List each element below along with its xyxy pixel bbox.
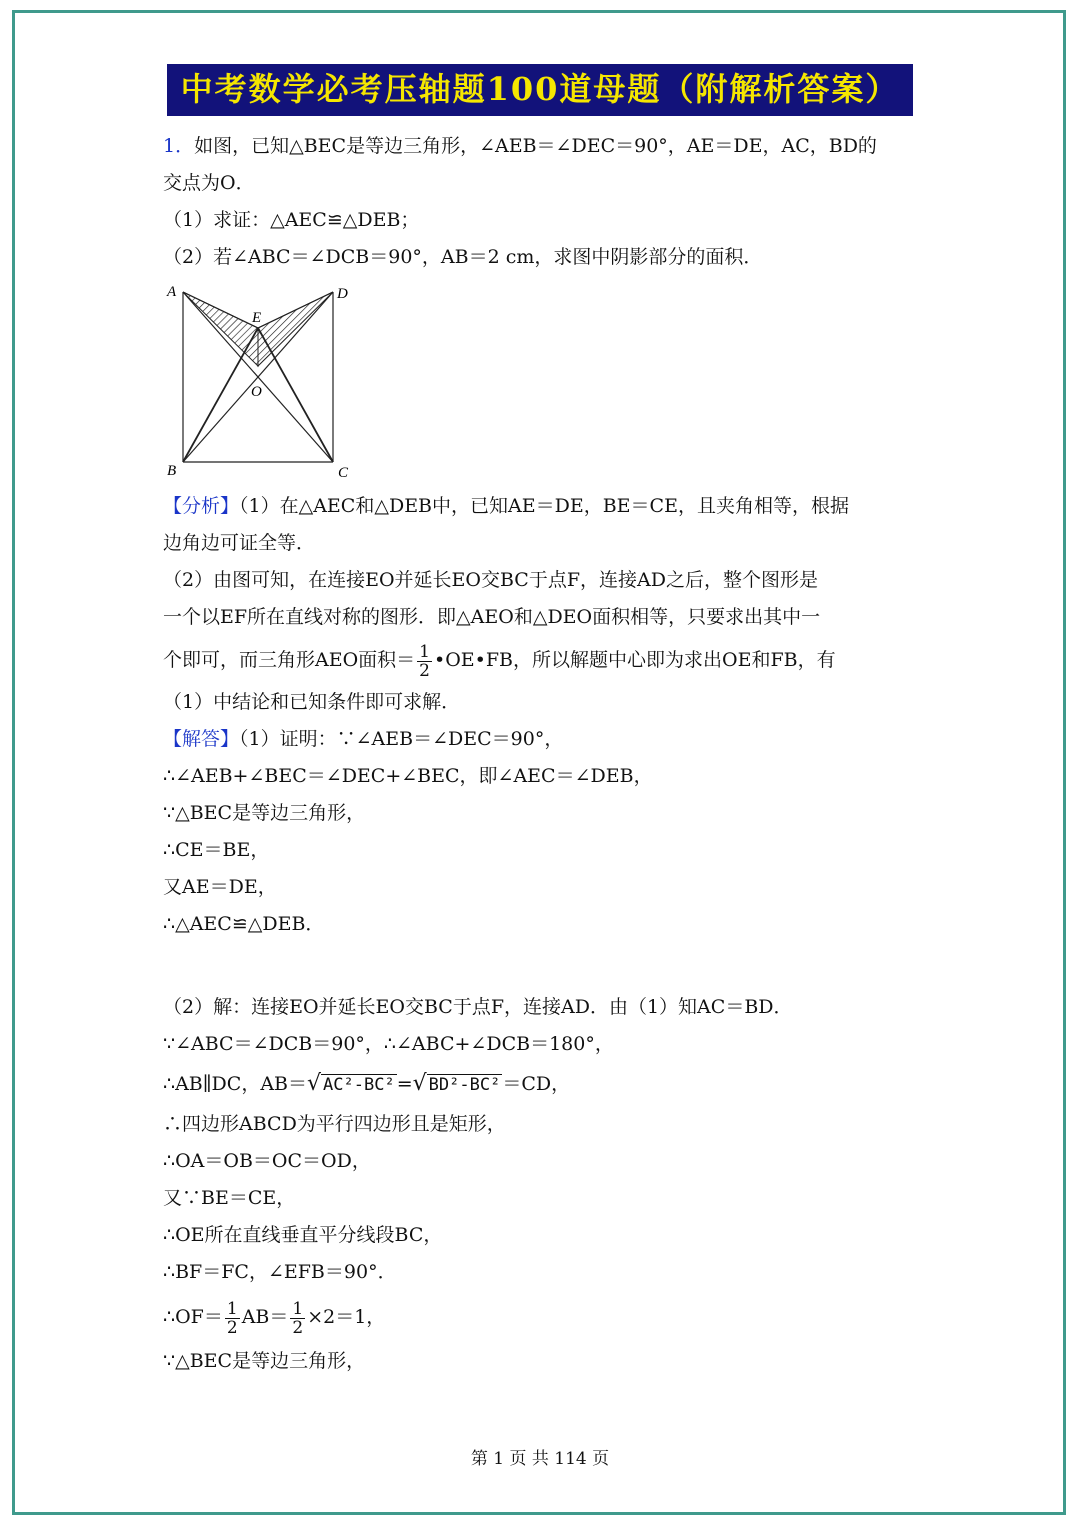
fraction-one-half: $\frac{1}{2}$: [226, 1298, 238, 1338]
label-c: C: [338, 465, 349, 480]
shaded-triangle-aeo: [183, 292, 258, 366]
solution-line2: ∵∠ABC＝∠DCB＝90°，∴∠ABC+∠DCB＝180°，: [163, 1033, 614, 1055]
label-d: D: [337, 286, 348, 302]
label-b: B: [167, 463, 177, 479]
sqrt-ac-bc: AC²-BC²: [323, 1075, 395, 1095]
problem-stem-line2: 交点为O．: [163, 172, 255, 194]
problem-stem-line1: 1．如图，已知△BEC是等边三角形，∠AEB＝∠DEC＝90°，AE＝DE，AC，BD的: [163, 135, 877, 157]
page-footer: 第 1 页 共 114 页: [470, 1449, 610, 1469]
analysis-line6: （1）中结论和已知条件即可求解．: [163, 691, 461, 713]
geometry-diagram: [163, 280, 363, 480]
analysis-tag: 【分析】: [163, 495, 240, 517]
radical-sign: √: [412, 1071, 427, 1096]
shaded-triangle-deo: [258, 292, 333, 366]
question-1: （1）求证：△AEC≌△DEB；: [163, 209, 420, 231]
solution-line5: ∴OA＝OB＝OC＝OD，: [163, 1150, 371, 1172]
solution-line7: ∴OE所在直线垂直平分线段BC，: [163, 1224, 443, 1246]
problem-number: 1．: [163, 135, 195, 157]
label-e: E: [252, 310, 262, 326]
solution-line4: ∴四边形ABCD为平行四边形且是矩形，: [163, 1113, 506, 1135]
answer-tag: 【解答】: [163, 728, 240, 750]
analysis-line2: 边角边可证全等．: [163, 532, 316, 554]
analysis-line4: 一个以EF所在直线对称的图形．即△AEO和△DEO面积相等，只要求出其中一: [163, 606, 821, 628]
sqrt-bd-bc: BD²-BC²: [428, 1075, 501, 1095]
answer-line5: 又AE＝DE，: [163, 876, 277, 898]
label-o: O: [251, 384, 262, 400]
fraction-one-half: $\frac{1}{2}$: [419, 641, 430, 681]
answer-line2: ∴∠AEB+∠BEC＝∠DEC+∠BEC，即∠AEC＝∠DEB，: [163, 765, 653, 787]
answer-line6: ∴△AEC≌△DEB．: [163, 913, 325, 935]
fraction-one-half: $\frac{1}{2}$: [292, 1298, 304, 1338]
answer-line3: ∵△BEC是等边三角形，: [163, 802, 366, 824]
solution-line1: （2）解：连接EO并延长EO交BC于点F，连接AD．由（1）知AC＝BD．: [163, 996, 793, 1018]
document-body: [163, 128, 923, 1380]
solution-line6: 又∵BE＝CE，: [163, 1187, 296, 1209]
solution-line8: ∴BF＝FC，∠EFB＝90°．: [163, 1261, 397, 1283]
label-a: A: [167, 284, 177, 300]
question-2: （2）若∠ABC＝∠DCB＝90°，AB＝2 cm，求图中阴影部分的面积．: [163, 246, 763, 268]
solution-line10: ∵△BEC是等边三角形，: [163, 1350, 366, 1372]
answer-line1: 【解答】（1）证明：∵∠AEB＝∠DEC＝90°，: [163, 728, 564, 750]
answer-line4: ∴CE＝BE，: [163, 839, 270, 861]
radical-sign: √: [307, 1071, 322, 1096]
analysis-line3: （2）由图可知，在连接EO并延长EO交BC于点F，连接AD之后，整个图形是: [163, 569, 818, 591]
analysis-line1: 【分析】（1）在△AEC和△DEB中，已知AE＝DE，BE＝CE，且夹角相等，根据: [163, 495, 849, 517]
page-title: 中考数学必考压轴题100道母题（附解析答案）: [167, 64, 914, 116]
solution-line3: ∴AB∥DC，AB＝√ AC²-BC² =√ BD²-BC² ＝CD，: [163, 1071, 571, 1096]
solution-line9: ∴OF＝ $\frac{1}{2}$ AB＝ $\frac{1}{2}$ ×2＝1，: [163, 1298, 386, 1338]
analysis-line5: 个即可，而三角形AEO面积＝ $\frac{1}{2}$ •OE•FB，所以解题中心即为求出OE和FB，有: [163, 641, 836, 681]
